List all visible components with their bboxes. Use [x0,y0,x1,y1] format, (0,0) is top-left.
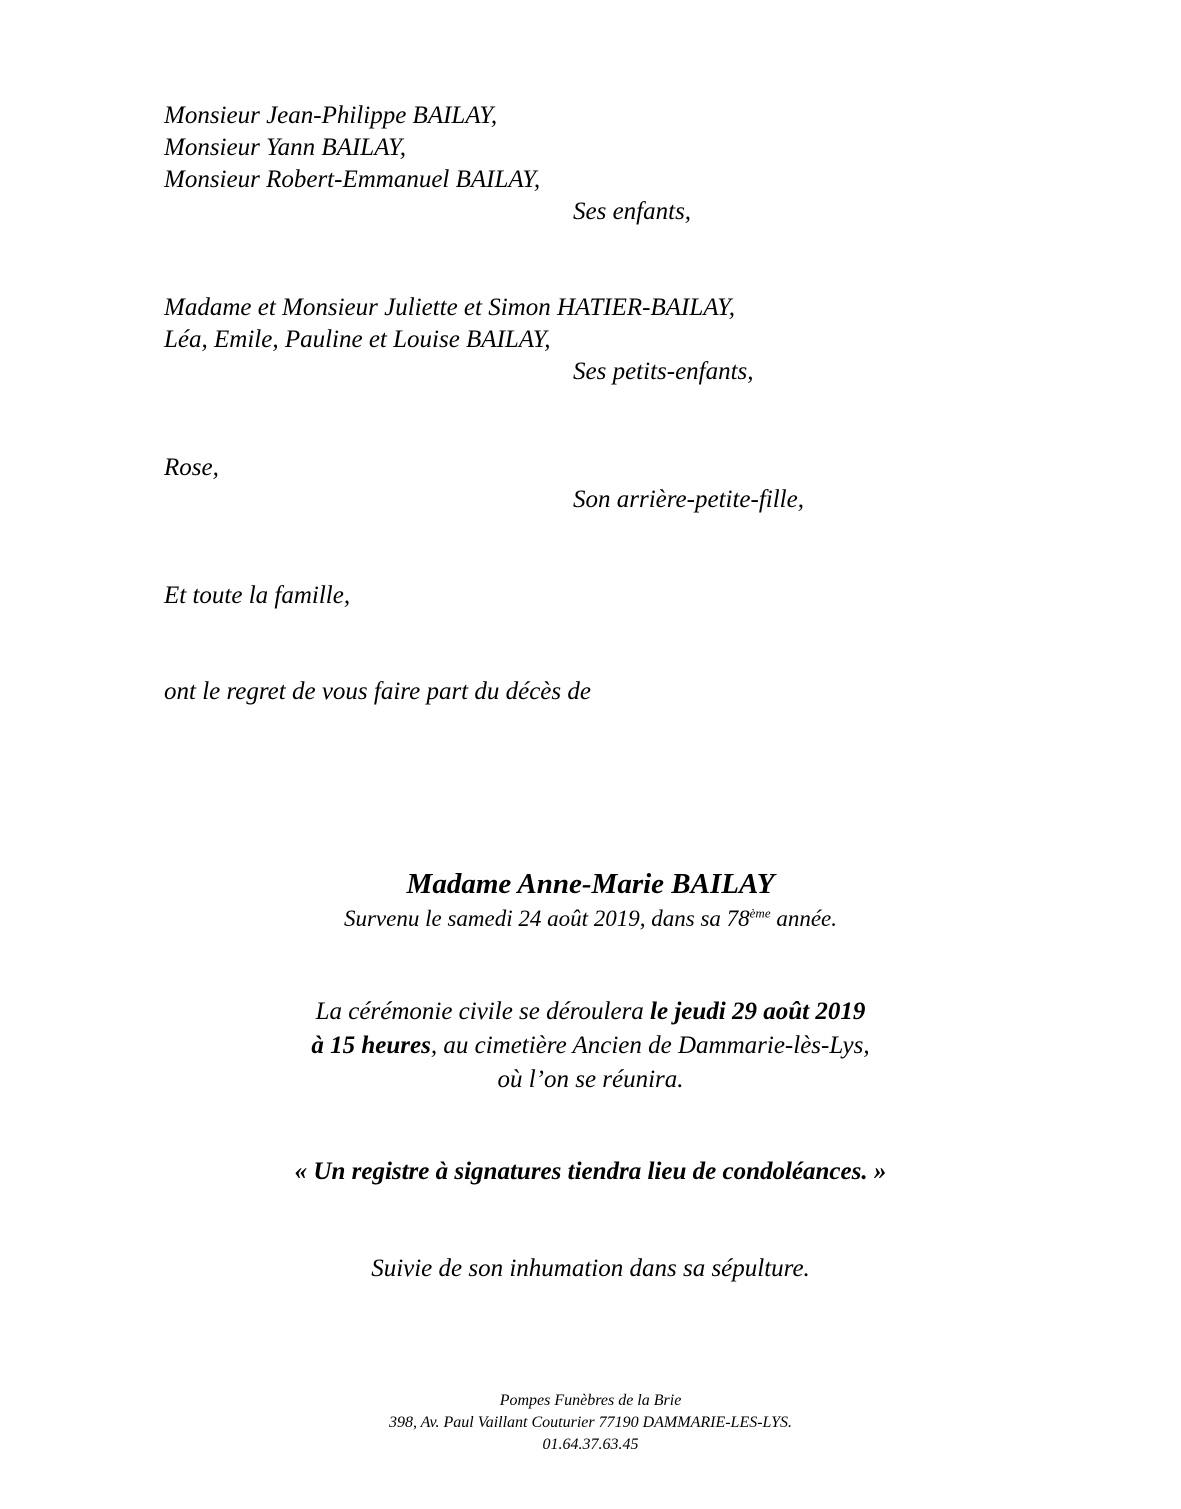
footer-phone: 01.64.37.63.45 [542,1436,639,1453]
child-name-1: Monsieur Jean-Philippe BAILAY, [164,102,498,129]
ceremony-line-2-bold: à 15 heures [311,1032,431,1059]
ceremony-line-2 [0,1029,1181,1063]
ceremony-line-1 [0,995,1181,1029]
deceased-name: Madame Anne-Marie BAILAY [406,868,775,900]
footer-company: Pompes Funèbres de la Brie [499,1392,682,1409]
children-role: Ses enfants, [573,198,692,225]
family-line: Et toute la famille, [164,582,351,609]
deceased-date-end: année. [770,906,838,931]
child-name-2: Monsieur Yann BAILAY, [164,134,406,161]
ceremony-line-2-normal: , au cimetière Ancien de Dammarie-lès-Lys, [430,1032,870,1059]
great-grandchild-name: Rose, [164,454,219,481]
ceremony-line-3: où l’on se réunira. [497,1066,684,1093]
footer-address: 398, Av. Paul Vaillant Couturier 77190 DAMMARIE-LES-LYS. [388,1414,793,1431]
deceased-date-text: Survenu le samedi 24 août 2019, dans sa 78 [343,906,750,931]
registry-line: « Un registre à signatures tiendra lieu de condoléances. » [294,1158,887,1185]
grandchild-name-2: Léa, Emile, Pauline et Louise BAILAY, [164,326,551,353]
ceremony-line-1-bold: le jeudi 29 août 2019 [650,998,866,1025]
deceased-date [0,904,1181,934]
burial-line: Suivie de son inhumation dans sa sépulture. [371,1255,810,1282]
grandchild-name-1: Madame et Monsieur Juliette et Simon HATIER-BAILAY, [164,294,735,321]
deceased-date-sup: ème [749,905,771,921]
child-name-3: Monsieur Robert-Emmanuel BAILAY, [164,166,541,193]
announcement-line: ont le regret de vous faire part du décès de [164,678,591,705]
grandchildren-role: Ses petits-enfants, [573,358,754,385]
great-grandchild-role: Son arrière-petite-fille, [573,486,804,513]
ceremony-line-1-normal: La cérémonie civile se déroulera [315,998,651,1025]
